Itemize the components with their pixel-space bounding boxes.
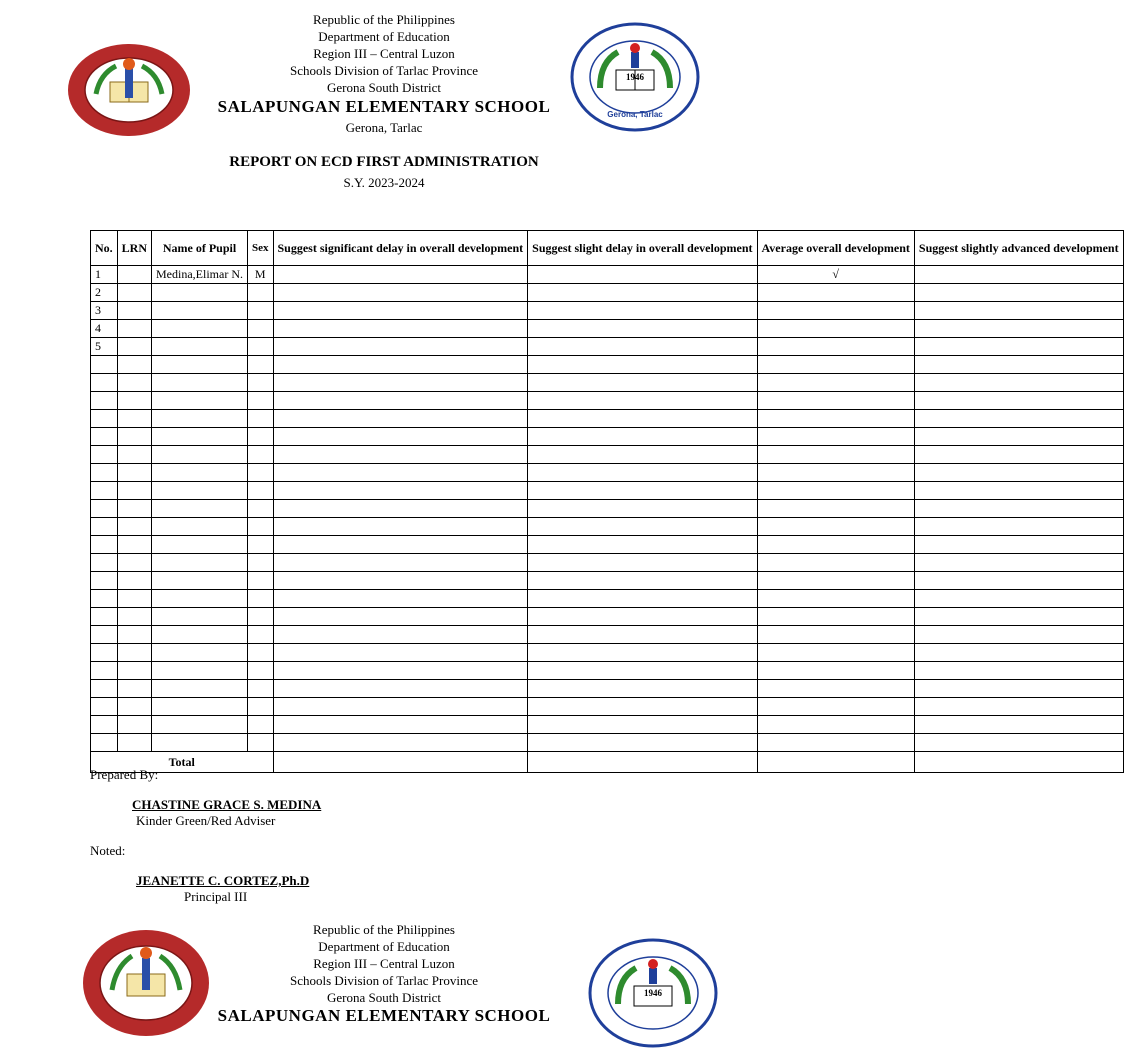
cell-c1 [273, 266, 528, 284]
cell-no [91, 374, 118, 392]
cell-c1 [273, 410, 528, 428]
cell-c3 [757, 464, 914, 482]
cell-c1 [273, 680, 528, 698]
cell-c2 [528, 518, 757, 536]
cell-no [91, 680, 118, 698]
cell-name [152, 482, 248, 500]
cell-sex [248, 374, 274, 392]
cell-name: Medina,Elimar N. [152, 266, 248, 284]
total-cell [757, 752, 914, 773]
cell-name [152, 608, 248, 626]
header-slight-delay: Suggest slight delay in overall development [528, 231, 757, 266]
total-cell [273, 752, 528, 773]
cell-c4 [914, 338, 1123, 356]
cell-name [152, 320, 248, 338]
cell-no [91, 554, 118, 572]
cell-no: 2 [91, 284, 118, 302]
cell-c4 [914, 572, 1123, 590]
header2-line-4: Schools Division of Tarlac Province [289, 973, 479, 988]
header-no: No. [91, 231, 118, 266]
cell-c1 [273, 392, 528, 410]
table-row [91, 572, 1124, 590]
cell-c4 [914, 392, 1123, 410]
table-row [91, 536, 1124, 554]
cell-lrn [117, 374, 151, 392]
cell-lrn [117, 608, 151, 626]
cell-sex [248, 356, 274, 374]
cell-no [91, 482, 118, 500]
prepared-by-label: Prepared By: [90, 767, 159, 782]
cell-c1 [273, 356, 528, 374]
cell-c2 [528, 320, 757, 338]
cell-c3 [757, 284, 914, 302]
cell-c4 [914, 680, 1123, 698]
table-row [91, 734, 1124, 752]
cell-no [91, 698, 118, 716]
cell-c1 [273, 698, 528, 716]
cell-name [152, 410, 248, 428]
table-row [91, 716, 1124, 734]
cell-name [152, 428, 248, 446]
table-row [91, 446, 1124, 464]
cell-c3 [757, 662, 914, 680]
table-row [91, 284, 1124, 302]
cell-c1 [273, 716, 528, 734]
cell-c3 [757, 428, 914, 446]
cell-lrn [117, 482, 151, 500]
cell-sex [248, 536, 274, 554]
cell-name [152, 572, 248, 590]
header-line-1: Republic of the Philippines [313, 12, 455, 27]
cell-c4 [914, 554, 1123, 572]
cell-c2 [528, 302, 757, 320]
cell-c2 [528, 500, 757, 518]
cell-no [91, 356, 118, 374]
cell-lrn [117, 338, 151, 356]
cell-sex [248, 518, 274, 536]
cell-lrn [117, 662, 151, 680]
header-line-5: Gerona South District [326, 80, 442, 95]
cell-sex [248, 734, 274, 752]
cell-lrn [117, 590, 151, 608]
header-line-4: Schools Division of Tarlac Province [289, 63, 479, 78]
cell-lrn [117, 320, 151, 338]
cell-c3 [757, 302, 914, 320]
cell-name [152, 284, 248, 302]
cell-c3 [757, 590, 914, 608]
seal-year: 1946 [626, 72, 644, 82]
cell-c1 [273, 536, 528, 554]
cell-sex [248, 662, 274, 680]
cell-lrn [117, 572, 151, 590]
cell-name [152, 338, 248, 356]
cell-c2 [528, 284, 757, 302]
cell-c1 [273, 734, 528, 752]
cell-lrn [117, 410, 151, 428]
cell-c2 [528, 482, 757, 500]
cell-c4 [914, 626, 1123, 644]
cell-c2 [528, 644, 757, 662]
cell-lrn [117, 626, 151, 644]
noted-role: Principal III [184, 889, 248, 904]
cell-c3 [757, 518, 914, 536]
cell-name [152, 374, 248, 392]
cell-sex [248, 338, 274, 356]
cell-c1 [273, 500, 528, 518]
cell-name [152, 734, 248, 752]
cell-no [91, 536, 118, 554]
cell-lrn [117, 716, 151, 734]
cell-no [91, 644, 118, 662]
cell-c3 [757, 734, 914, 752]
cell-sex [248, 410, 274, 428]
cell-c3 [757, 392, 914, 410]
school-town: Gerona, Tarlac [345, 120, 423, 135]
cell-c3 [757, 338, 914, 356]
cell-name [152, 356, 248, 374]
header-significant-delay: Suggest significant delay in overall development [273, 231, 528, 266]
cell-no [91, 392, 118, 410]
cell-c4 [914, 482, 1123, 500]
cell-c1 [273, 554, 528, 572]
cell-no [91, 590, 118, 608]
cell-c4 [914, 284, 1123, 302]
cell-c1 [273, 608, 528, 626]
cell-c1 [273, 428, 528, 446]
cell-c2 [528, 374, 757, 392]
seal-bottom-text: Gerona, Tarlac [607, 110, 663, 119]
school-name: SALAPUNGAN ELEMENTARY SCHOOL [217, 97, 551, 116]
cell-c2 [528, 338, 757, 356]
cell-sex [248, 698, 274, 716]
cell-sex [248, 446, 274, 464]
cell-c1 [273, 302, 528, 320]
cell-sex [248, 626, 274, 644]
table-row [91, 374, 1124, 392]
cell-lrn [117, 392, 151, 410]
cell-c2 [528, 734, 757, 752]
header-line-2: Department of Education [318, 29, 450, 44]
cell-c1 [273, 626, 528, 644]
cell-no [91, 734, 118, 752]
cell-sex [248, 590, 274, 608]
cell-no: 3 [91, 302, 118, 320]
table-row [91, 392, 1124, 410]
cell-c2 [528, 446, 757, 464]
cell-no: 5 [91, 338, 118, 356]
cell-c3 [757, 698, 914, 716]
cell-sex [248, 302, 274, 320]
cell-name [152, 644, 248, 662]
cell-c4 [914, 266, 1123, 284]
cell-c2 [528, 356, 757, 374]
report-title: REPORT ON ECD FIRST ADMINISTRATION [229, 154, 539, 170]
cell-name [152, 554, 248, 572]
table-row [91, 356, 1124, 374]
table-row [91, 500, 1124, 518]
prepared-by-name: CHASTINE GRACE S. MEDINA [132, 797, 322, 812]
cell-lrn [117, 284, 151, 302]
cell-c1 [273, 284, 528, 302]
cell-name [152, 698, 248, 716]
table-row [91, 680, 1124, 698]
cell-name [152, 536, 248, 554]
table-row [91, 554, 1124, 572]
cell-lrn [117, 428, 151, 446]
cell-c3 [757, 644, 914, 662]
table-row [91, 608, 1124, 626]
cell-no [91, 626, 118, 644]
cell-sex [248, 608, 274, 626]
cell-no [91, 410, 118, 428]
cell-no [91, 464, 118, 482]
cell-c1 [273, 518, 528, 536]
total-cell [914, 752, 1123, 773]
cell-c1 [273, 572, 528, 590]
prepared-by-role: Kinder Green/Red Adviser [136, 813, 276, 828]
cell-c3 [757, 356, 914, 374]
cell-sex [248, 680, 274, 698]
cell-lrn [117, 464, 151, 482]
cell-c2 [528, 392, 757, 410]
table-row [91, 428, 1124, 446]
table-row [91, 482, 1124, 500]
header2-line-3: Region III – Central Luzon [313, 956, 455, 971]
cell-c3: √ [757, 266, 914, 284]
table-row [91, 518, 1124, 536]
cell-name [152, 716, 248, 734]
cell-c1 [273, 338, 528, 356]
table-row [91, 338, 1124, 356]
cell-c4 [914, 320, 1123, 338]
cell-c4 [914, 608, 1123, 626]
cell-c4 [914, 428, 1123, 446]
header-line-3: Region III – Central Luzon [313, 46, 455, 61]
cell-name [152, 590, 248, 608]
cell-c3 [757, 626, 914, 644]
cell-c4 [914, 716, 1123, 734]
cell-c3 [757, 572, 914, 590]
cell-c1 [273, 590, 528, 608]
cell-no [91, 446, 118, 464]
cell-c3 [757, 554, 914, 572]
cell-c4 [914, 410, 1123, 428]
table-row [91, 644, 1124, 662]
cell-name [152, 680, 248, 698]
table-row [91, 662, 1124, 680]
cell-name [152, 518, 248, 536]
cell-no: 4 [91, 320, 118, 338]
header-sex: Sex [248, 231, 274, 266]
noted-name: JEANETTE C. CORTEZ,Ph.D [136, 873, 310, 888]
cell-c1 [273, 644, 528, 662]
cell-c1 [273, 662, 528, 680]
cell-lrn [117, 680, 151, 698]
cell-lrn [117, 500, 151, 518]
table-row [91, 626, 1124, 644]
cell-c4 [914, 590, 1123, 608]
report-table [90, 230, 1124, 773]
cell-no [91, 716, 118, 734]
cell-c3 [757, 374, 914, 392]
cell-c2 [528, 464, 757, 482]
cell-c2 [528, 698, 757, 716]
cell-lrn [117, 302, 151, 320]
table-row [91, 266, 1124, 284]
cell-sex [248, 644, 274, 662]
cell-lrn [117, 446, 151, 464]
cell-c3 [757, 608, 914, 626]
cell-c2 [528, 608, 757, 626]
cell-c1 [273, 320, 528, 338]
cell-sex [248, 500, 274, 518]
cell-name [152, 662, 248, 680]
cell-lrn [117, 356, 151, 374]
table-row [91, 464, 1124, 482]
cell-lrn [117, 644, 151, 662]
cell-no: 1 [91, 266, 118, 284]
cell-sex [248, 482, 274, 500]
table-row [91, 698, 1124, 716]
cell-c4 [914, 536, 1123, 554]
cell-c4 [914, 302, 1123, 320]
cell-c4 [914, 374, 1123, 392]
cell-c4 [914, 356, 1123, 374]
cell-c1 [273, 482, 528, 500]
header2-line-5: Gerona South District [326, 990, 442, 1005]
cell-c3 [757, 410, 914, 428]
total-label: Total [91, 752, 274, 773]
cell-lrn [117, 266, 151, 284]
cell-no [91, 572, 118, 590]
cell-lrn [117, 536, 151, 554]
cell-c4 [914, 644, 1123, 662]
school-year: S.Y. 2023-2024 [343, 175, 425, 190]
cell-c3 [757, 446, 914, 464]
cell-c4 [914, 698, 1123, 716]
header2-line-1: Republic of the Philippines [313, 922, 455, 937]
cell-c4 [914, 662, 1123, 680]
cell-c2 [528, 428, 757, 446]
cell-c4 [914, 518, 1123, 536]
cell-c2 [528, 410, 757, 428]
cell-c2 [528, 716, 757, 734]
cell-c3 [757, 500, 914, 518]
cell-c2 [528, 680, 757, 698]
seal-year-2: 1946 [644, 988, 662, 998]
cell-c2 [528, 266, 757, 284]
cell-c3 [757, 320, 914, 338]
cell-name [152, 446, 248, 464]
header2-line-2: Department of Education [318, 939, 450, 954]
cell-no [91, 500, 118, 518]
header-average: Average overall development [757, 231, 914, 266]
cell-sex [248, 320, 274, 338]
cell-sex [248, 554, 274, 572]
cell-c2 [528, 590, 757, 608]
cell-name [152, 626, 248, 644]
header-slightly-advanced: Suggest slightly advanced development [914, 231, 1123, 266]
header-lrn: LRN [117, 231, 151, 266]
cell-c2 [528, 662, 757, 680]
cell-sex [248, 572, 274, 590]
cell-c4 [914, 446, 1123, 464]
cell-no [91, 662, 118, 680]
cell-sex [248, 284, 274, 302]
cell-sex [248, 392, 274, 410]
noted-label: Noted: [90, 843, 126, 858]
cell-name [152, 302, 248, 320]
header-name: Name of Pupil [152, 231, 248, 266]
cell-c2 [528, 536, 757, 554]
cell-c1 [273, 446, 528, 464]
cell-c4 [914, 500, 1123, 518]
cell-no [91, 428, 118, 446]
cell-name [152, 464, 248, 482]
cell-lrn [117, 734, 151, 752]
cell-c4 [914, 464, 1123, 482]
cell-c3 [757, 536, 914, 554]
school-name-2: SALAPUNGAN ELEMENTARY SCHOOL [217, 1006, 551, 1025]
cell-c2 [528, 554, 757, 572]
cell-c3 [757, 680, 914, 698]
table-row [91, 320, 1124, 338]
table-row [91, 590, 1124, 608]
cell-sex: M [248, 266, 274, 284]
cell-lrn [117, 518, 151, 536]
cell-c1 [273, 374, 528, 392]
cell-sex [248, 428, 274, 446]
cell-c3 [757, 716, 914, 734]
cell-name [152, 392, 248, 410]
total-cell [528, 752, 757, 773]
table-row [91, 410, 1124, 428]
cell-sex [248, 464, 274, 482]
cell-c2 [528, 626, 757, 644]
cell-lrn [117, 554, 151, 572]
cell-c3 [757, 482, 914, 500]
cell-lrn [117, 698, 151, 716]
table-row [91, 302, 1124, 320]
cell-name [152, 500, 248, 518]
cell-no [91, 608, 118, 626]
cell-c2 [528, 572, 757, 590]
cell-sex [248, 716, 274, 734]
cell-c1 [273, 464, 528, 482]
cell-no [91, 518, 118, 536]
cell-c4 [914, 734, 1123, 752]
